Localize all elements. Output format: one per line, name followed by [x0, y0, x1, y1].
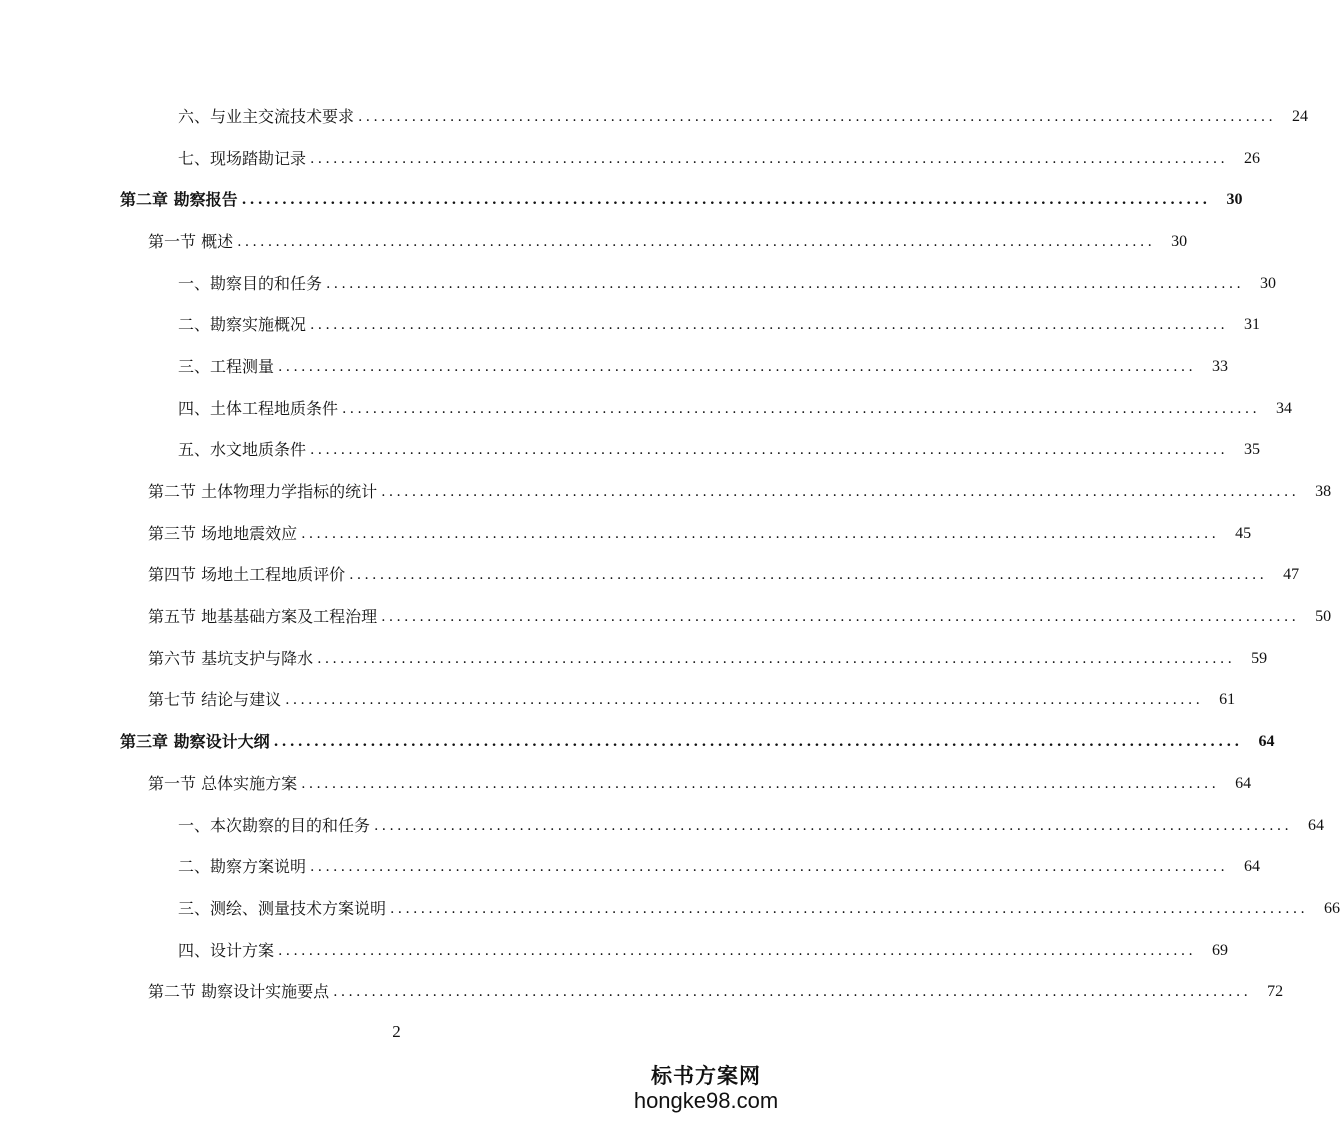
- toc-section-row: [0, 971, 1284, 1013]
- toc-entry-label: 第六节 基坑支护与降水: [148, 648, 314, 668]
- toc-entry-page: 47: [1283, 566, 1300, 584]
- toc-leader-dots: ........................................................................................................................: [374, 817, 1293, 834]
- toc-entry-page: 50: [1315, 608, 1332, 626]
- toc-entry-page: 69: [1212, 941, 1229, 959]
- toc-leader-dots: ........................................................................................................................: [342, 400, 1261, 417]
- toc-entry-page: 33: [1212, 357, 1229, 375]
- toc-leader-dots: ........................................................................................................................: [285, 692, 1204, 709]
- toc-section-row: [0, 221, 1188, 263]
- page-number: 2: [392, 1022, 401, 1041]
- table-of-contents: [0, 96, 1340, 1013]
- toc-section-row: [0, 596, 1332, 638]
- toc-section-row: [0, 471, 1332, 513]
- toc-entry-page: 66: [1324, 899, 1340, 917]
- toc-leader-dots: ........................................................................................................................: [310, 317, 1229, 334]
- toc-leader-dots: ........................................................................................................................: [310, 442, 1229, 459]
- toc-subsection-row: [0, 304, 1261, 346]
- toc-section-row: [0, 555, 1300, 597]
- toc-subsection-row: [0, 930, 1229, 972]
- toc-entry-label: 第一节 概述: [148, 231, 234, 251]
- toc-chapter-row: [0, 179, 1243, 221]
- toc-subsection-row: [0, 430, 1261, 472]
- toc-entry-label: 二、勘察方案说明: [178, 857, 307, 877]
- toc-subsection-row: [0, 805, 1325, 847]
- toc-subsection-row: [0, 888, 1340, 930]
- toc-entry-label: 四、设计方案: [178, 940, 275, 960]
- toc-entry-label: 第一节 总体实施方案: [148, 773, 298, 793]
- toc-entry-label: 三、工程测量: [178, 356, 275, 376]
- toc-entry-page: 45: [1235, 524, 1252, 542]
- toc-entry-page: 30: [1260, 274, 1277, 292]
- toc-leader-dots: ........................................................................................................................: [301, 525, 1220, 542]
- toc-entry-label: 一、勘察目的和任务: [178, 273, 323, 293]
- toc-entry-page: 64: [1258, 733, 1275, 751]
- toc-leader-dots: ........................................................................................................................: [349, 567, 1268, 584]
- watermark: [631, 1060, 781, 1114]
- toc-entry-label: 一、本次勘察的目的和任务: [178, 815, 371, 835]
- toc-leader-dots: ........................................................................................................................: [390, 900, 1309, 917]
- toc-subsection-row: [0, 346, 1229, 388]
- toc-leader-dots: ........................................................................................................................: [310, 150, 1229, 167]
- toc-subsection-row: [0, 846, 1261, 888]
- toc-entry-page: 34: [1276, 399, 1293, 417]
- toc-entry-label: 第三节 场地地震效应: [148, 523, 298, 543]
- toc-entry-label: 五、水文地质条件: [178, 440, 307, 460]
- toc-entry-page: 30: [1226, 191, 1243, 209]
- toc-leader-dots: ........................................................................................................................: [278, 942, 1197, 959]
- toc-entry-label: 第二章 勘察报告: [120, 190, 238, 210]
- toc-leader-dots: ........................................................................................................................: [278, 358, 1197, 375]
- watermark-url: hongke98.com: [633, 1088, 779, 1113]
- toc-section-row: [0, 680, 1236, 722]
- toc-entry-label: 三、测绘、测量技术方案说明: [178, 898, 387, 918]
- toc-entry-page: 31: [1244, 316, 1261, 334]
- toc-subsection-row: [0, 388, 1293, 430]
- toc-section-row: [0, 513, 1252, 555]
- toc-entry-page: 24: [1292, 107, 1309, 125]
- toc-entry-page: 38: [1315, 483, 1332, 501]
- toc-entry-page: 59: [1251, 649, 1268, 667]
- toc-entry-label: 二、勘察实施概况: [178, 315, 307, 335]
- toc-leader-dots: ........................................................................................................................: [333, 984, 1252, 1001]
- toc-entry-label: 第二节 土体物理力学指标的统计: [148, 482, 378, 502]
- toc-leader-dots: ........................................................................................................................: [381, 609, 1300, 626]
- toc-chapter-row: [0, 721, 1275, 763]
- toc-entry-page: 35: [1244, 441, 1261, 459]
- toc-entry-page: 64: [1308, 816, 1325, 834]
- toc-entry-label: 七、现场踏勘记录: [178, 148, 307, 168]
- toc-leader-dots: ........................................................................................................................: [381, 484, 1300, 501]
- toc-leader-dots: ........................................................................................................................: [241, 192, 1211, 209]
- toc-leader-dots: ........................................................................................................................: [310, 859, 1229, 876]
- toc-leader-dots: ........................................................................................................................: [301, 775, 1220, 792]
- toc-entry-page: 61: [1219, 691, 1236, 709]
- toc-entry-page: 72: [1267, 983, 1284, 1001]
- toc-entry-label: 第三章 勘察设计大纲: [120, 732, 270, 752]
- toc-entry-page: 30: [1171, 232, 1188, 250]
- toc-entry-page: 64: [1235, 774, 1252, 792]
- toc-subsection-row: [0, 138, 1261, 180]
- toc-entry-page: 26: [1244, 149, 1261, 167]
- toc-entry-label: 第七节 结论与建议: [148, 690, 282, 710]
- watermark-title: 标书方案网: [651, 1064, 761, 1088]
- toc-leader-dots: ........................................................................................................................: [237, 233, 1156, 250]
- toc-entry-page: 64: [1244, 858, 1261, 876]
- toc-leader-dots: ........................................................................................................................: [273, 734, 1243, 751]
- toc-leader-dots: ........................................................................................................................: [317, 650, 1236, 667]
- toc-entry-label: 六、与业主交流技术要求: [178, 106, 355, 126]
- toc-leader-dots: ........................................................................................................................: [358, 108, 1277, 125]
- toc-section-row: [0, 763, 1252, 805]
- toc-section-row: [0, 638, 1268, 680]
- toc-entry-label: 第四节 场地土工程地质评价: [148, 565, 346, 585]
- toc-leader-dots: ........................................................................................................................: [326, 275, 1245, 292]
- toc-entry-label: 四、土体工程地质条件: [178, 398, 339, 418]
- toc-entry-label: 第五节 地基基础方案及工程治理: [148, 607, 378, 627]
- toc-subsection-row: [0, 263, 1277, 305]
- toc-entry-label: 第二节 勘察设计实施要点: [148, 982, 330, 1002]
- toc-subsection-row: [0, 96, 1309, 138]
